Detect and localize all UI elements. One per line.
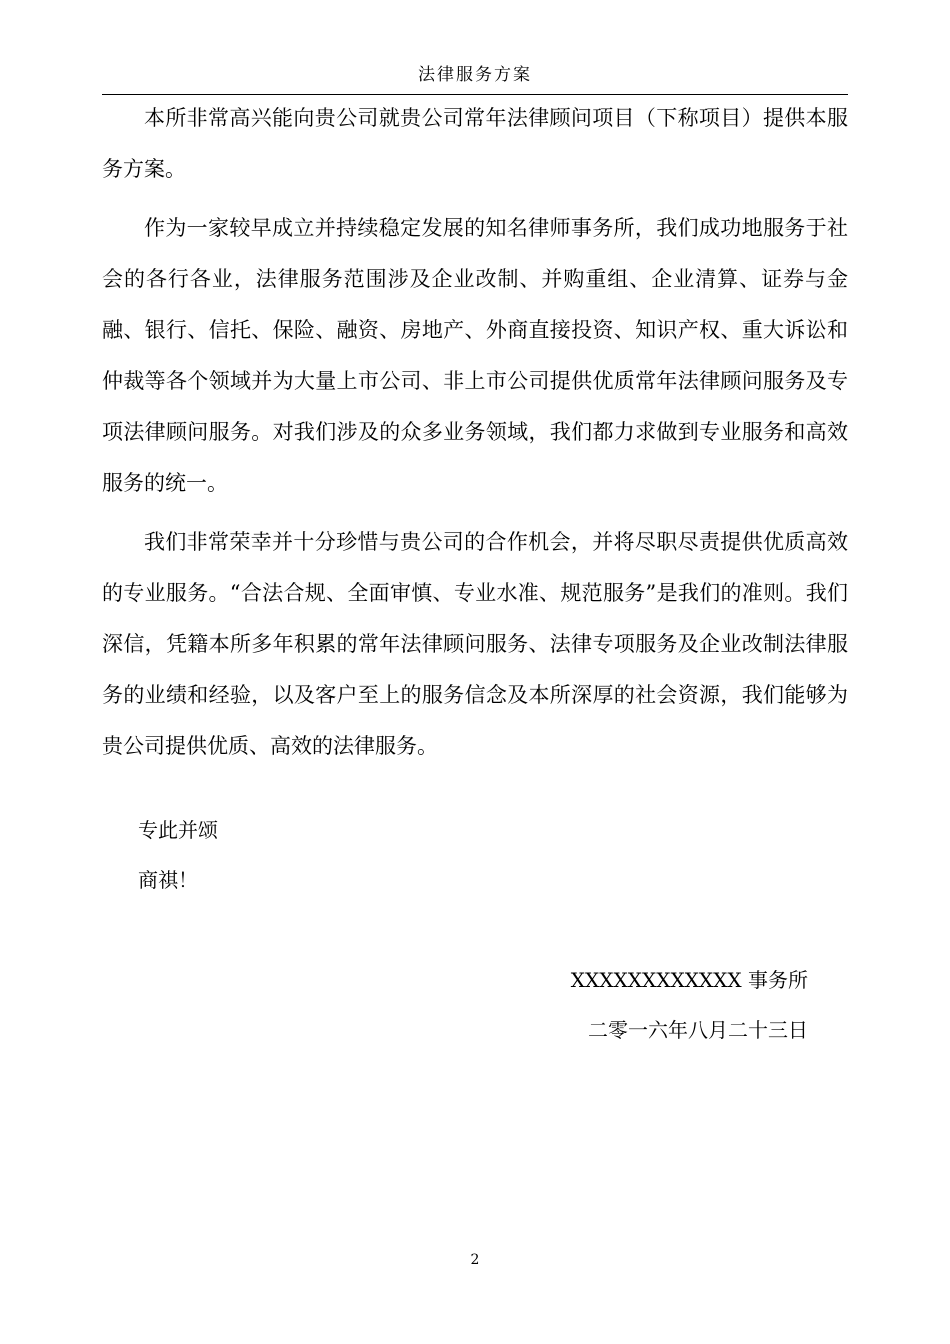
closing-salutation: 专此并颂 (138, 818, 218, 842)
signature-firm-name: XXXXXXXXXXXX 事务所 (570, 968, 808, 992)
page-number: 2 (470, 1252, 480, 1268)
letter-body (102, 93, 848, 780)
closing-wish: 商祺！ (138, 868, 198, 892)
paragraph-intro: 本所非常高兴能向贵公司就贵公司常年法律顾问项目（下称项目）提供本服务方案。 (102, 106, 848, 181)
running-header: 法律服务方案 (418, 65, 532, 85)
paragraph-commitment: 我们非常荣幸并十分珍惜与贵公司的合作机会，并将尽职尽责提供优质高效的专业服务。“合法合规、全面审慎、专业水准、规范服务”是我们的准则。我们深信，凭籍本所多年积累的常年法律顾问服务、法律专项服务及企业改制法律服务的业绩和经验，以及客户至上的服务信念及本所深厚的社会资源，我们能够为贵公司提供优质、高效的法律服务。 (102, 530, 848, 758)
paragraph-firm-profile: 作为一家较早成立并持续稳定发展的知名律师事务所，我们成功地服务于社会的各行各业，法律服务范围涉及企业改制、并购重组、企业清算、证券与金融、银行、信托、保险、融资、房地产、外商直接投资、知识产权、重大诉讼和仲裁等各个领域并为大量上市公司、非上市公司提供优质常年法律顾问服务及专项法律顾问服务。对我们涉及的众多业务领域，我们都力求做到专业服务和高效服务的统一。 (102, 216, 848, 495)
signature-date: 二零一六年八月二十三日 (588, 1018, 808, 1042)
